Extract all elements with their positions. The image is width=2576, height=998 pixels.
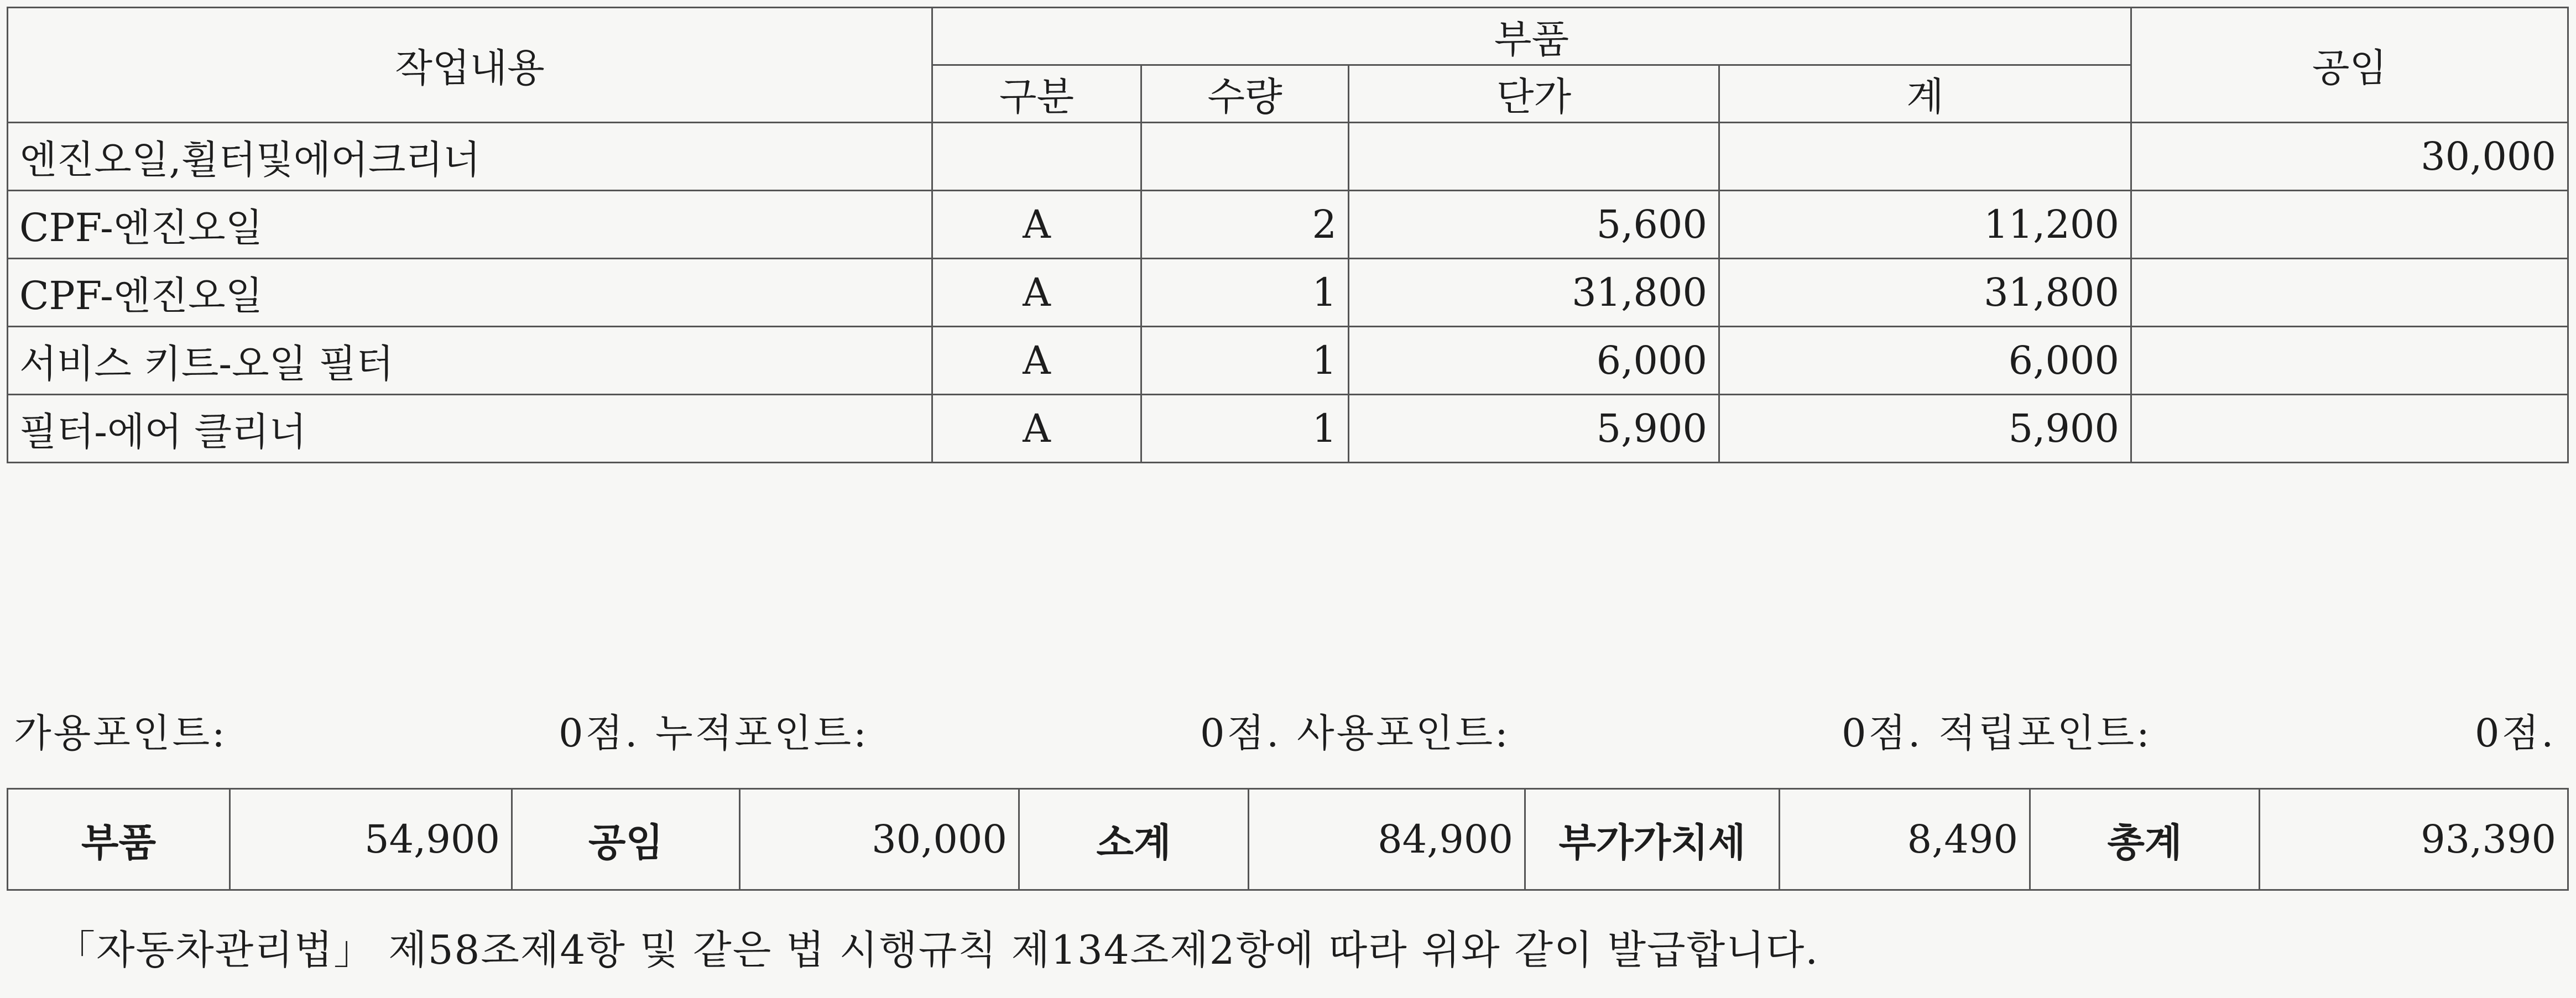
cell-category: A [932,395,1141,463]
header-work: 작업내용 [8,8,932,123]
legal-note: 「자동차관리법」 제58조제4항 및 같은 법 시행규칙 제134조제2항에 따라 위와 같이 발급합니다. [55,927,1819,973]
cell-quantity: 1 [1141,327,1349,395]
header-unit-price: 단가 [1349,65,1719,123]
header-quantity: 수량 [1141,65,1349,123]
table-row [8,327,2568,395]
grand-total-value: 93,390 [2260,789,2568,890]
cell-labor: 30,000 [2131,123,2568,191]
subtotal-value: 84,900 [1249,789,1525,890]
available-points-label: 가용포인트: [14,710,227,756]
cell-quantity: 1 [1141,395,1349,463]
table-row [8,123,2568,191]
available-points-value: 0점. [559,710,640,756]
parts-table [7,7,2569,463]
cell-unit-price: 5,900 [1349,395,1719,463]
table-row [8,259,2568,327]
grand-total-label: 총계 [2030,789,2260,890]
cell-labor [2131,191,2568,259]
labor-total-label: 공임 [512,789,740,890]
cell-work: CPF-엔진오일 [8,191,932,259]
cell-labor [2131,395,2568,463]
earned-points-label: 적립포인트: [1938,710,2152,756]
header-total: 계 [1719,65,2131,123]
cell-total: 5,900 [1719,395,2131,463]
cell-total: 6,000 [1719,327,2131,395]
subtotal-label: 소계 [1019,789,1249,890]
points-line [0,702,2576,763]
cell-total: 31,800 [1719,259,2131,327]
cell-quantity [1141,123,1349,191]
table-row [8,191,2568,259]
cell-work: 필터-에어 클리너 [8,395,932,463]
cell-work: CPF-엔진오일 [8,259,932,327]
cell-unit-price [1349,123,1719,191]
cell-unit-price: 31,800 [1349,259,1719,327]
cell-category: A [932,191,1141,259]
used-points-value: 0점. [1842,710,1923,756]
table-row [8,395,2568,463]
labor-total-value: 30,000 [740,789,1019,890]
cell-unit-price: 6,000 [1349,327,1719,395]
parts-total-label: 부품 [8,789,230,890]
cell-category [932,123,1141,191]
cell-work: 엔진오일,휠터및에어크리너 [8,123,932,191]
accumulated-points-label: 누적포인트: [655,710,869,756]
totals-table [7,788,2569,891]
cell-total: 11,200 [1719,191,2131,259]
header-category: 구분 [932,65,1141,123]
cell-labor [2131,327,2568,395]
table-header-row [8,8,2568,65]
header-labor: 공임 [2131,8,2568,123]
parts-total-value: 54,900 [230,789,512,890]
earned-points-value: 0점. [2475,710,2556,756]
used-points-label: 사용포인트: [1297,710,1510,756]
cell-total [1719,123,2131,191]
cell-category: A [932,259,1141,327]
header-parts: 부품 [932,8,2131,65]
cell-quantity: 2 [1141,191,1349,259]
accumulated-points-value: 0점. [1200,710,1281,756]
totals-row [8,789,2568,890]
cell-quantity: 1 [1141,259,1349,327]
cell-labor [2131,259,2568,327]
cell-unit-price: 5,600 [1349,191,1719,259]
vat-label: 부가가치세 [1525,789,1780,890]
vat-value: 8,490 [1780,789,2030,890]
cell-work: 서비스 키트-오일 필터 [8,327,932,395]
cell-category: A [932,327,1141,395]
